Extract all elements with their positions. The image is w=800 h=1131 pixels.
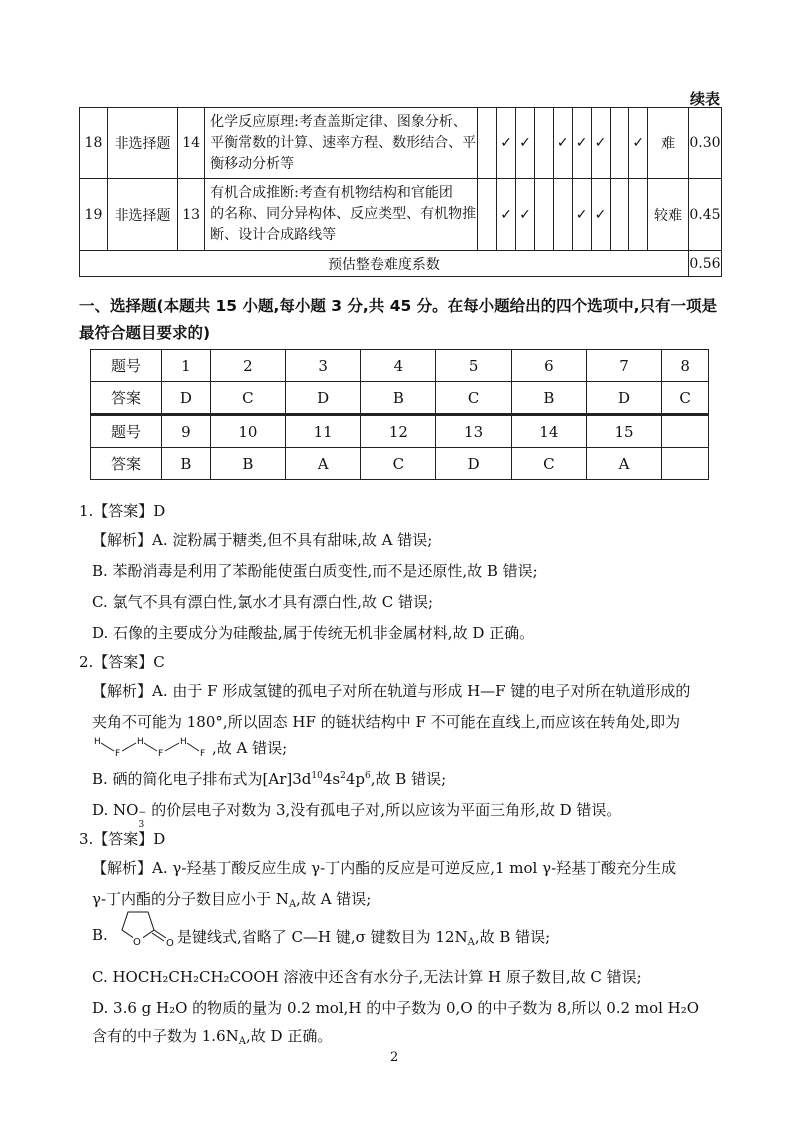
q3-a-text: γ-丁内酯的分子数目应小于 N (92, 890, 289, 908)
page-number: 2 (390, 1050, 399, 1065)
check-cell: ✓ (591, 108, 610, 179)
q2-d-tail: 的价层电子对数为 3,没有孤电子对,所以应该为平面三角形,故 D 错误。 (146, 801, 622, 819)
check-cell: ✓ (516, 179, 535, 251)
spec-no: 19 (80, 179, 108, 251)
svg-text:H: H (137, 737, 144, 747)
check-cell: ✓ (629, 108, 648, 179)
q3-explanation-line (177, 926, 550, 948)
q-number: 15 (586, 415, 661, 448)
a-value: B (162, 448, 211, 480)
q3-explanation-line (92, 1025, 332, 1047)
svg-text:H: H (180, 737, 187, 747)
hf-chain-structure (92, 734, 212, 764)
lactone-structure (108, 908, 178, 952)
answer-q-row (91, 350, 709, 382)
subscript: A (467, 937, 475, 948)
q2-explanation-line: 【解析】A. 由于 F 形成氢键的孤电子对所在轨道与形成 H—F 键的电子对所在轨道形成的 (92, 682, 691, 700)
check-cell: ✓ (497, 179, 516, 251)
spec-content-line: 断、设计合成路线等 (210, 227, 337, 243)
check-cell (478, 108, 497, 179)
spec-score: 13 (178, 179, 205, 251)
overall-label: 预估整卷难度系数 (80, 251, 689, 277)
svg-text:H: H (94, 737, 101, 747)
a-label: 答案 (91, 448, 162, 480)
q3-d-text: 含有的中子数为 1.6N (92, 1027, 239, 1045)
q-number: 8 (662, 350, 709, 382)
q1-explanation-line: 【解析】A. 淀粉属于糖类,但不具有甜味,故 A 错误; (92, 531, 433, 549)
spec-coef: 0.45 (688, 179, 721, 251)
spec-row-overall (80, 251, 722, 277)
a-value: B (361, 382, 436, 415)
spec-content-line: 有机合成推断:考查有机物结构和官能团 (210, 185, 453, 201)
q2-explanation-line (92, 799, 622, 830)
check-cell: ✓ (572, 108, 591, 179)
q2-d-text: D. NO (92, 801, 139, 819)
q-number: 6 (511, 350, 586, 382)
q2-b-text: B. 硒的简化电子排布式为[Ar]3d (92, 770, 312, 788)
superscript: 6 (365, 771, 371, 781)
spec-content-line: 的名称、同分异构体、反应类型、有机物推 (210, 206, 477, 222)
q-number: 4 (361, 350, 436, 382)
q1-answer: 1.【答案】D (79, 502, 166, 520)
subscript: 3 (138, 820, 145, 830)
a-value: D (286, 382, 361, 415)
check-cell (629, 179, 648, 251)
q2-answer: 2.【答案】C (79, 653, 165, 671)
a-value: C (210, 382, 285, 415)
section-title (79, 293, 717, 347)
check-cell: ✓ (572, 179, 591, 251)
section-title-line: 一、选择题(本题共 15 小题,每小题 3 分,共 45 分。在每小题给出的四个选项中,只有一项是 (79, 297, 718, 315)
a-value (662, 448, 709, 480)
overall-value: 0.56 (688, 251, 721, 277)
a-value: A (286, 448, 361, 480)
spec-type: 非选择题 (107, 179, 177, 251)
superscript: 2 (340, 771, 346, 781)
subscript: A (238, 1036, 246, 1047)
continued-label: 续表 (690, 90, 721, 108)
q-number (662, 415, 709, 448)
q-number: 7 (586, 350, 661, 382)
q-number: 12 (361, 415, 436, 448)
q-number: 1 (162, 350, 211, 382)
check-cell (553, 179, 572, 251)
check-cell (534, 179, 553, 251)
check-cell: ✓ (553, 108, 572, 179)
q3-a-tail: ,故 A 错误; (296, 890, 372, 908)
q3-explanation-line: C. HOCH₂CH₂CH₂COOH 溶液中还含有水分子,无法计算 H 原子数目,故 C 错误; (92, 968, 642, 986)
spec-difficulty: 较难 (648, 179, 689, 251)
check-cell (478, 179, 497, 251)
check-cell: ✓ (591, 179, 610, 251)
q-number: 13 (436, 415, 511, 448)
q1-explanation-line: B. 苯酚消毒是利用了苯酚能使蛋白质变性,而不是还原性,故 B 错误; (92, 562, 538, 580)
answer-a-row (91, 448, 709, 480)
spec-content (205, 179, 478, 251)
svg-text:F: F (115, 749, 121, 759)
q2-b-tail: ,故 B 错误; (370, 770, 447, 788)
check-cell (534, 108, 553, 179)
spec-content-line: 化学反应原理:考查盖斯定律、图象分析、 (210, 113, 467, 130)
a-value: D (586, 382, 661, 415)
spec-row-18 (80, 108, 722, 179)
q2-explanation-line: ,故 A 错误; (212, 739, 288, 757)
svg-text:F: F (200, 749, 206, 759)
q-number: 3 (286, 350, 361, 382)
svg-text:O: O (133, 937, 141, 948)
q3-b-tail: ,故 B 错误; (474, 928, 551, 946)
spec-content-line: 平衡常数的计算、速率方程、数形结合、平 (210, 134, 477, 151)
check-cell: ✓ (497, 108, 516, 179)
a-value: B (511, 382, 586, 415)
a-value: C (436, 382, 511, 415)
q-label: 题号 (91, 415, 162, 448)
spec-score: 14 (178, 108, 205, 179)
answer-table (90, 349, 709, 480)
q-number: 5 (436, 350, 511, 382)
q-label: 题号 (91, 350, 162, 382)
a-value: D (162, 382, 211, 415)
q3-answer: 3.【答案】D (79, 830, 166, 848)
spec-coef: 0.30 (688, 108, 721, 179)
lactone-diagram (108, 908, 178, 948)
spec-difficulty: 难 (648, 108, 689, 179)
q-number: 14 (511, 415, 586, 448)
q-number: 10 (210, 415, 285, 448)
q3-explanation-line (92, 888, 371, 910)
spec-type: 非选择题 (107, 108, 177, 179)
section-title-line: 最符合题目要求的) (79, 324, 211, 342)
q-number: 11 (286, 415, 361, 448)
answer-a-row (91, 382, 709, 415)
subscript: A (288, 899, 297, 910)
superscript: 10 (311, 771, 323, 781)
spec-no: 18 (80, 108, 108, 179)
q1-explanation-line: C. 氯气不具有漂白性,氯水才具有漂白性,故 C 错误; (92, 593, 434, 611)
spec-table (79, 107, 722, 277)
check-cell (610, 179, 629, 251)
spec-row-19 (80, 179, 722, 251)
q3-explanation-line: 【解析】A. γ-羟基丁酸反应生成 γ-丁内酯的反应是可逆反应,1 mol γ-羟基丁酸充分生成 (92, 859, 677, 877)
spec-content (205, 108, 478, 179)
a-value: D (436, 448, 511, 480)
hf-chain-diagram (92, 734, 212, 760)
q-number: 9 (162, 415, 211, 448)
svg-text:F: F (158, 749, 164, 759)
a-label: 答案 (91, 382, 162, 415)
q2-explanation-line: 夹角不可能为 180°,所以固态 HF 的链状结构中 F 不可能在直线上,而应该在转角处,即为 (92, 713, 681, 731)
a-value: B (210, 448, 285, 480)
spec-content-line: 衡移动分析等 (210, 155, 295, 172)
q1-explanation-line: D. 石像的主要成分为硅酸盐,属于传统无机非金属材料,故 D 正确。 (92, 624, 535, 642)
svg-text:O: O (166, 938, 174, 948)
a-value: C (662, 382, 709, 415)
q3-b-text: 是键线式,省略了 C—H 键,σ 键数目为 12N (177, 928, 468, 946)
check-cell (610, 108, 629, 179)
q3-d-tail: ,故 D 正确。 (245, 1027, 333, 1045)
a-value: A (586, 448, 661, 480)
check-cell: ✓ (516, 108, 535, 179)
q-number: 2 (210, 350, 285, 382)
q2-explanation-line: B. 硒的简化电子排布式为$[Ar]3d^{10}4s^24p^6$,故 B 错误; (92, 770, 447, 788)
q3-explanation-line: B. (92, 926, 108, 944)
q3-explanation-line: D. 3.6 g H₂O 的物质的量为 0.2 mol,H 的中子数为 0,O 的中子数为 8,所以 0.2 mol H₂O (92, 999, 700, 1017)
a-value: C (361, 448, 436, 480)
a-value: C (511, 448, 586, 480)
superscript: − (138, 808, 146, 818)
answer-q-row (91, 415, 709, 448)
